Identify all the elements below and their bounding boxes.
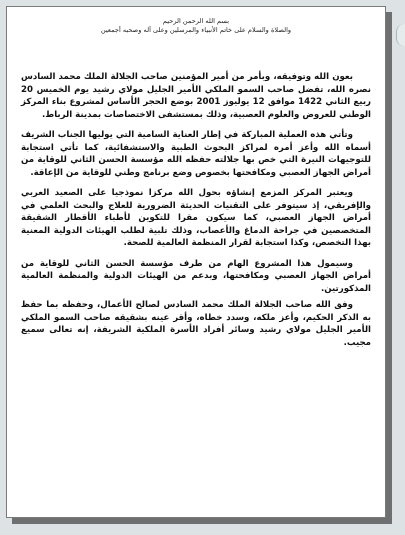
paragraph-4: وسيمول هذا المشروع الهام من طرف مؤسسة الحسن الثاني للوقاية من أمراض الجهاز العصبي ومكافحتها، وبدعم من الهيئات الدولية والمنظمة العالمية المذكورتين. <box>21 258 371 294</box>
side-tab-edge <box>396 24 405 46</box>
document-body <box>21 71 371 357</box>
document-header <box>7 17 385 35</box>
salutation-line: والصلاة والسلام على خاتم الأنبياء والمرسلين وعلى آله وصحبه أجمعين <box>100 26 292 34</box>
paragraph-2: وتأتي هذه العملية المباركة في إطار العناية السامية التي يوليها الجناب الشريف أسماه الله وأعز أمره لمراكز البحوث الطبية والاستشفائية، كما تأتي استجابة للتوجيهات النيرة التي خص بها جلالته حفظه الله مؤسسة الحسن الثاني للوقاية من أمراض الجهاز العصبي ومكافحتها بخصوص وضع برنامج وطني للوقاية من الإعاقة. <box>21 130 371 178</box>
paragraph-5: وفق الله صاحب الجلالة الملك محمد السادس لصالح الأعمال، وحفظه بما حفظ به الذكر الحكيم، وأعز ملكه، وسدد خطاه، وأقر عينه بشقيقه صاحب السمو الملكي الأمير الجليل مولاي رشيد وسائر أفراد الأسرة الملكية الشريفة، إنه تعالى سميع مجيب. <box>21 300 371 348</box>
paragraph-1: بعون الله وتوفيقه، وبأمر من أمير المؤمنين صاحب الجلالة الملك محمد السادس نصره الله، تفضل صاحب السمو الملكي الأمير الجليل مولاي رشيد يوم الخميس 20 ربيع الثاني 1422 موافق 12 يوليوز 2001 بوضع الحجر الأساس لمشروع بناء المركز الوطني للعروض والعلوم العصبية، وذلك بمستشفى الاختصاصات بمدينة الرباط. <box>21 72 371 120</box>
document-page <box>6 6 386 518</box>
basmala-line: بسم الله الرحمن الرحيم <box>162 17 230 25</box>
paragraph-3: ويعتبر المركز المزمع إنشاؤه بحول الله مركزا نموذجيا على الصعيد العربي والإفريقي، إذ سيتوفر على التقنيات الحديثة الضرورية للعلاج والبحث العلمي في أمراض الجهاز العصبي، كما سيكون مقرا للتكوين لأطباء الأقطار الشقيقة المتخصصين في جراحة الدماغ والأعصاب، وذلك تلبية لطلب الهيئات الدولية المعنية بهذا التخصص، وكذا استجابة لقرار المنظمة العالمية للصحة. <box>21 188 371 248</box>
